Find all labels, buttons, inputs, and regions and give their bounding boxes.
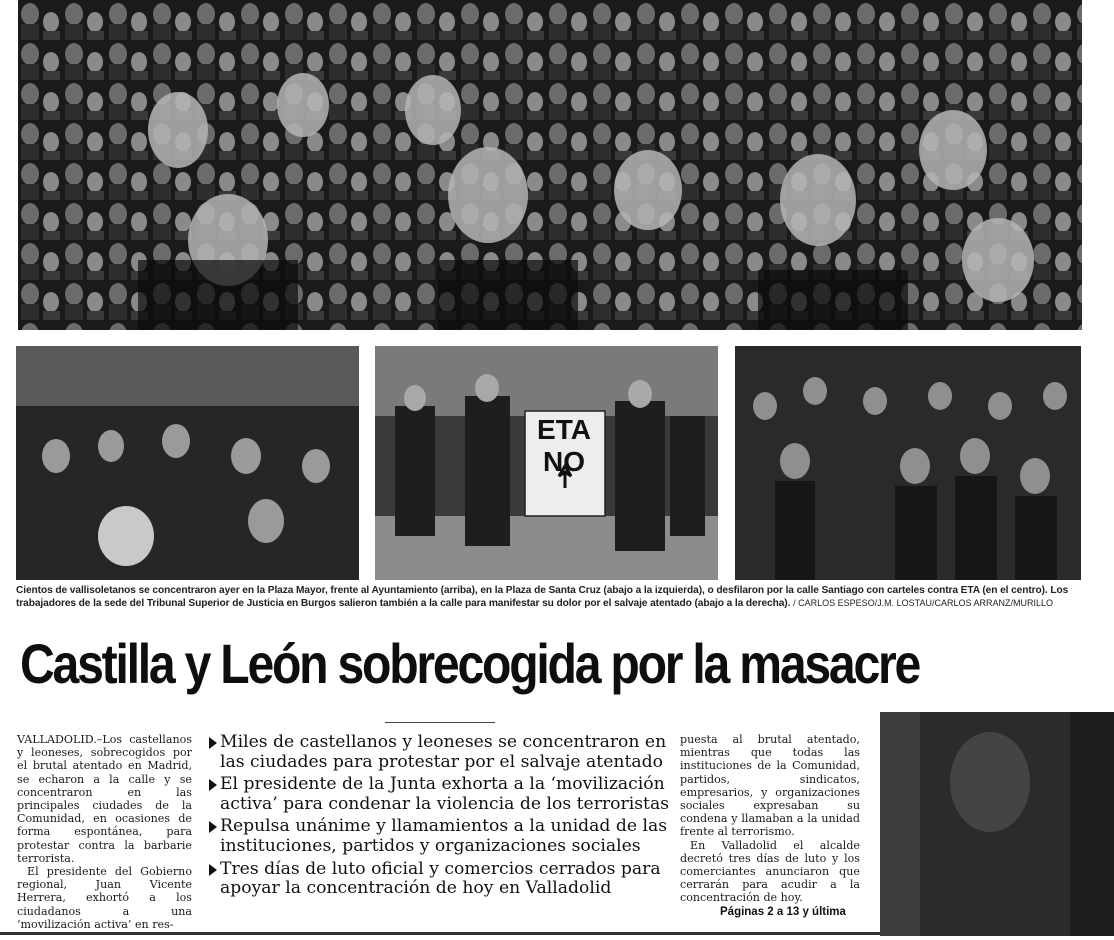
bullet-triangle-icon xyxy=(209,737,217,749)
corner-photo-fragment xyxy=(880,712,1114,936)
bullet-triangle-icon xyxy=(209,864,217,876)
main-crowd-photo xyxy=(18,0,1082,330)
left-column xyxy=(17,733,192,931)
sign-text-no: NO xyxy=(543,446,585,477)
bottom-rule xyxy=(0,932,880,935)
summary-bullet xyxy=(209,817,671,856)
right-paragraph-2: En Valladolid el alcalde decretó tres días de luto y los comerciantes anunciaron que cerrarán para acudir a la concentración de hoy. xyxy=(680,838,860,905)
summary-bullet xyxy=(209,775,671,814)
photo-credit: / CARLOS ESPESO/J.M. LOSTAU/CARLOS ARRANZ/MURILLO xyxy=(793,598,1053,608)
summary-bullet xyxy=(209,860,671,899)
bullet-text: Tres días de luto oficial y comercios cerrados para apoyar la concentración de hoy en Valladolid xyxy=(220,858,661,899)
plaza-santa-cruz-photo xyxy=(16,346,359,580)
burgos-court-workers-photo xyxy=(735,346,1081,580)
bullet-triangle-icon xyxy=(209,821,217,833)
left-paragraph-1: VALLADOLID.–Los castellanos y leoneses, sobrecogidos por el brutal atentado en Madrid, se echaron a la calle y se concentraron en las principales ciudades de la Comunidad, en ocasiones de forma espontánea, para protestar contra la barbarie terrorista. xyxy=(17,733,192,865)
bullet-text: El presidente de la Junta exhorta a la ‘movilización activa’ para condenar la violencia de los terroristas xyxy=(220,774,670,814)
calle-santiago-march-photo xyxy=(375,346,718,580)
photo-caption xyxy=(16,584,1096,610)
pages-reference: Páginas 2 a 13 y última xyxy=(720,906,846,918)
left-paragraph-2: El presidente del Gobierno regional, Juan Vicente Herrera, exhortó a los ciudadanos a una ‘movilización activa’ en res- xyxy=(17,865,192,931)
divider-rule xyxy=(385,722,495,723)
summary-bullets xyxy=(209,733,671,902)
right-paragraph-1: puesta al brutal atentado, mientras que todas las instituciones de la Comunidad, partidos, sindicatos, empresarios, y organizaciones sociales expresaban su condena y llamaban a la unidad frente al terrorismo. xyxy=(680,733,860,839)
bullet-triangle-icon xyxy=(209,779,217,791)
sign-text-eta: ETA xyxy=(537,414,591,445)
headline: Castilla y León sobrecogida por la masacre xyxy=(20,632,920,695)
right-column xyxy=(680,733,860,905)
summary-bullet xyxy=(209,733,671,772)
bullet-text: Miles de castellanos y leoneses se concentraron en las ciudades para protestar por el salvaje atentado xyxy=(220,732,667,772)
bullet-text: Repulsa unánime y llamamientos a la unidad de las instituciones, partidos y organizaciones sociales xyxy=(220,816,668,856)
caption-text: Cientos de vallisoletanos se concentraron ayer en la Plaza Mayor, frente al Ayuntamiento (arriba), en la Plaza de Santa Cruz (abajo a la izquierda), o desfilaron por la calle Santiago con carteles contra ETA (en el centro). Los trabajadores de la sede del Tribunal Superior de Justicia en Burgos salieron también a la calle para manifestar su dolor por el salvaje atentado (abajo a la derecha). xyxy=(16,585,1069,609)
